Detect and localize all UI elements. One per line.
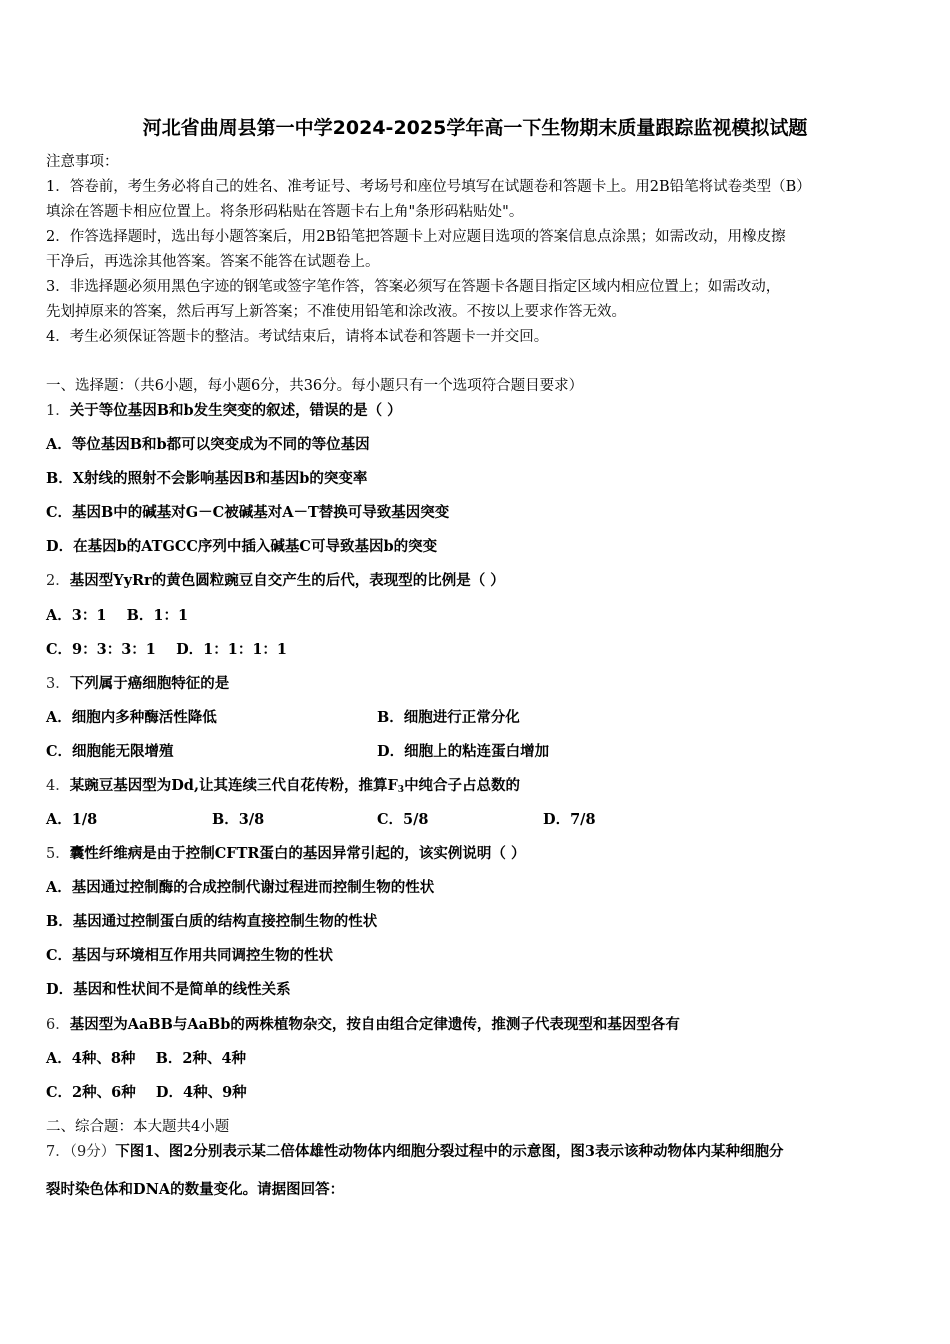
q1-option-d: D．在基因b的ATGCC序列中插入碱基C可导致基因b的突变 [46,538,438,555]
q6-options-cd: C．2种、6种 D．4种、9种 [46,1084,247,1101]
question-text: 基因型YyRr的黄色圆粒豌豆自交产生的后代，表现型的比例是（ ） [69,572,505,589]
subscript: 3 [397,785,405,795]
q5-option-a: A．基因通过控制酶的合成控制代谢过程进而控制生物的性状 [46,879,435,896]
q5-option-c: C．基因与环境相互作用共同调控生物的性状 [46,947,334,964]
question-text-line-1: 下图1、图2分别表示某二倍体雄性动物体内细胞分裂过程中的示意图，图3表示该种动物体内某种细胞分 [115,1143,784,1160]
notice-line-3: 2．作答选择题时，选出每小题答案后，用2B铅笔把答题卡上对应题目选项的答案信息点涂黑；如需改动，用橡皮擦 [46,229,786,245]
notice-line-6: 先划掉原来的答案，然后再写上新答案；不准使用铅笔和涂改液。不按以上要求作答无效。 [46,304,626,320]
question-6 [46,1015,680,1035]
question-1 [46,401,402,421]
q3-option-a: A．细胞内多种酶活性降低 [46,709,217,726]
notice-line-7: 4．考生必须保证答题卡的整洁。考试结束后，请将本试卷和答题卡一并交回。 [46,329,549,345]
q1-option-a: A．等位基因B和b都可以突变成为不同的等位基因 [46,436,370,453]
question-score: （9分） [69,1144,116,1160]
q4-option-c: C．5/8 [377,811,429,828]
q2-options-cd: C．9：3：3：1 D．1：1：1：1 [46,641,288,658]
question-text: 关于等位基因B和b发生突变的叙述，错误的是（ ） [69,402,402,419]
q3-option-d: D．细胞上的粘连蛋白增加 [377,743,550,760]
q6-options-ab: A．4种、8种 B．2种、4种 [46,1050,247,1067]
q4-option-b: B．3/8 [212,811,265,828]
question-text: 囊性纤维病是由于控制CFTR蛋白的基因异常引起的，该实例说明（ ） [69,845,526,862]
question-text: 基因型为AaBB与AaBb的两株植物杂交，按自由组合定律遗传，推测子代表现型和基因型各有 [69,1016,680,1033]
question-text-pre: 某豌豆基因型为Dd,让其连续三代自花传粉，推算F [69,777,398,794]
q3-option-b: B．细胞进行正常分化 [377,709,520,726]
question-3 [46,674,229,694]
question-number: 2． [46,573,70,589]
notice-line-2: 填涂在答题卡相应位置上。将条形码粘贴在答题卡右上角"条形码粘贴处"。 [46,204,524,220]
question-text [70,777,520,794]
question-text-post: 中纯合子占总数的 [404,777,521,794]
question-number: 6． [46,1017,70,1033]
q4-option-d: D．7/8 [543,811,596,828]
question-4 [46,776,520,800]
q5-option-d: D．基因和性状间不是简单的线性关系 [46,981,291,998]
question-number: 5． [46,846,70,862]
page-title: 河北省曲周县第一中学2024-2025学年高一下生物期末质量跟踪监视模拟试题 [142,117,808,139]
q5-option-b: B．基因通过控制蛋白质的结构直接控制生物的性状 [46,913,378,930]
question-number: 3． [46,676,70,692]
question-number: 4． [46,778,70,794]
question-number: 1． [46,403,70,419]
question-7 [46,1142,783,1162]
question-2 [46,571,505,591]
question-text-line-2: 裂时染色体和DNA的数量变化。请据图回答： [46,1181,345,1198]
question-text: 下列属于癌细胞特征的是 [69,675,230,692]
q1-option-b: B．X射线的照射不会影响基因B和基因b的突变率 [46,470,368,487]
q3-option-c: C．细胞能无限增殖 [46,743,174,760]
notice-line-5: 3．非选择题必须用黑色字迹的钢笔或签字笔作答，答案必须写在答题卡各题目指定区域内相应位置上；如需改动， [46,279,781,295]
notice-heading: 注意事项： [46,154,119,170]
question-5 [46,844,525,864]
q1-option-c: C．基因B中的碱基对G－C被碱基对A－T替换可导致基因突变 [46,504,450,521]
question-number: 7． [46,1144,70,1160]
question-7-continued [46,1180,344,1200]
notice-line-1: 1．答卷前，考生务必将自己的姓名、准考证号、考场号和座位号填写在试题卷和答题卡上。用2B铅笔将试卷类型（B） [46,179,811,195]
notice-line-4: 干净后，再选涂其他答案。答案不能答在试题卷上。 [46,254,380,270]
q2-options-ab: A．3：1 B．1：1 [46,607,189,624]
section-1-heading: 一、选择题：（共6小题，每小题6分，共36分。每小题只有一个选项符合题目要求） [46,378,584,394]
q4-option-a: A．1/8 [46,811,98,828]
section-2-heading: 二、综合题：本大题共4小题 [46,1119,230,1135]
